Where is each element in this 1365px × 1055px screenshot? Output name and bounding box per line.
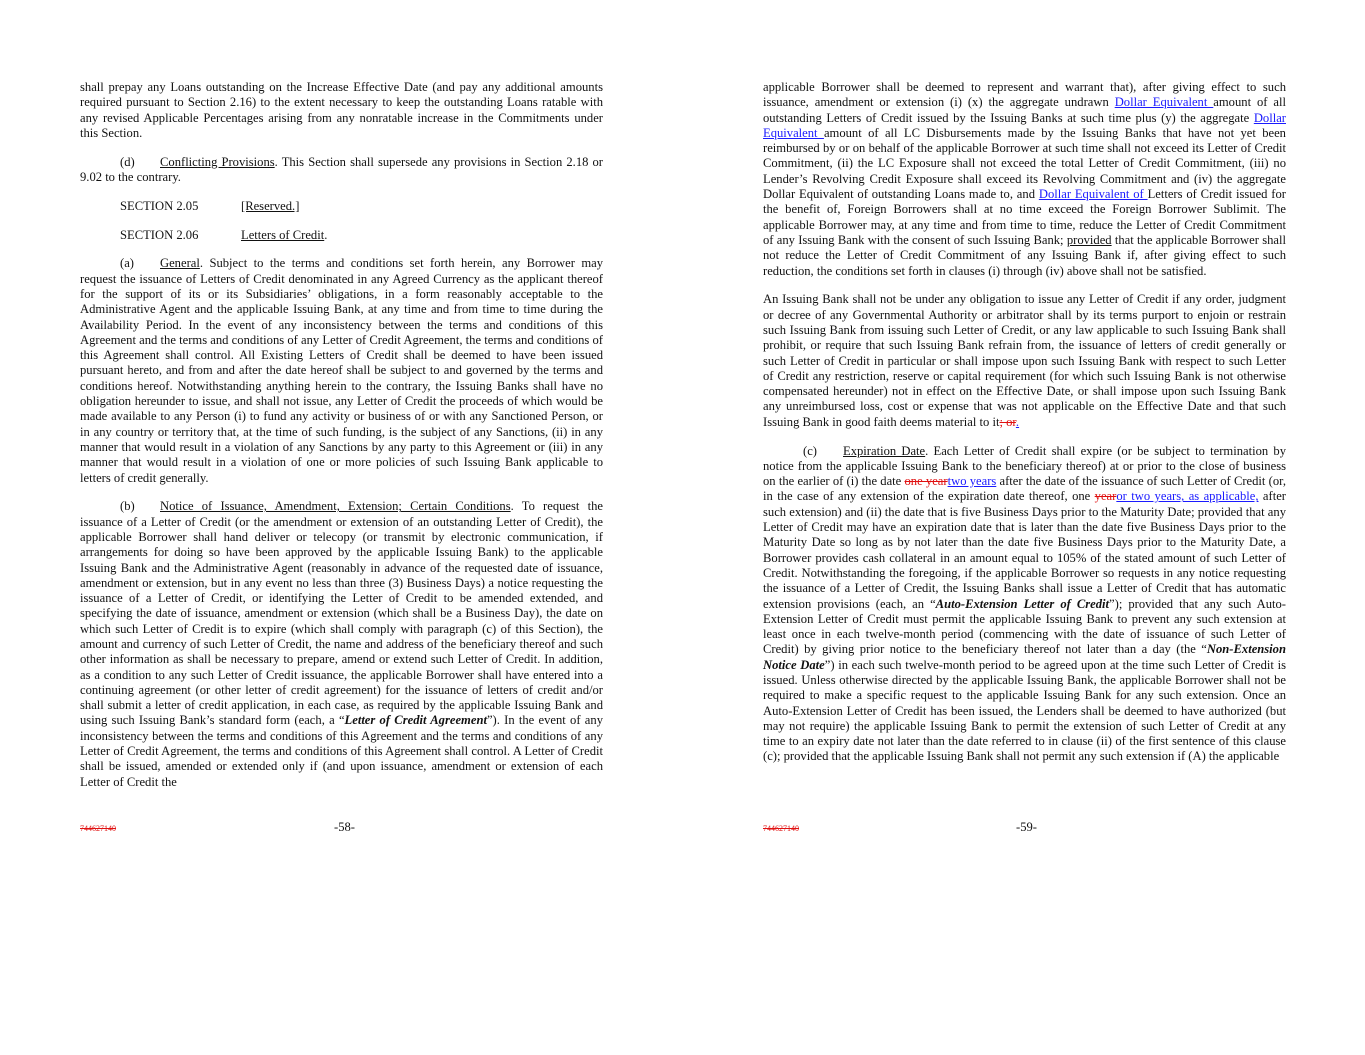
clause-heading: Notice of Issuance, Amendment, Extension; Certain Conditions xyxy=(160,499,511,514)
clause-label: (a) xyxy=(120,256,134,271)
footer-doc-id xyxy=(763,818,799,836)
section-title: Letters of Credit xyxy=(241,227,325,242)
inserted-text: two years xyxy=(947,474,997,489)
clause-heading: Conflicting Provisions xyxy=(160,154,275,169)
inserted-text: . xyxy=(1015,414,1020,429)
text-run: Letters of Credit issued for the benefit of, Foreign Borrowers shall at no time exceed the Foreign Borrower Sublimit. The applicable Borrower may, at any time and from time to time, reduce the Letter of Credit Commitment of any Issuing Bank with the consent of such Issuing Bank; xyxy=(763,187,1286,247)
deleted-text: ; or xyxy=(999,414,1016,429)
deleted-text: year xyxy=(1094,489,1117,504)
inserted-text: Dollar Equivalent of xyxy=(1038,187,1148,202)
section-title: [Reserved.] xyxy=(241,198,300,213)
page-number: -59- xyxy=(1016,820,1037,834)
text-run: that the applicable Borrower shall not reduce the Letter of Credit Commitment of any Issuing Bank if, after giving effect to such reduction, the conditions set forth in clauses (i) through (iv) above shall not be satisfied. xyxy=(763,232,1286,278)
text-run: . Each Letter of Credit shall expire (or be subject to termination by notice from the applicable Issuing Bank to the beneficiary thereof) at or prior to the close of business on the earlier of (i) the date xyxy=(763,443,1286,489)
doc-id: 744627140 xyxy=(80,824,116,833)
doc-id: 744627140 xyxy=(763,824,799,833)
page-58 xyxy=(80,80,603,803)
defined-term: Non-Extension Notice Date xyxy=(763,642,1286,672)
section-2-06 xyxy=(120,228,603,243)
page-59 xyxy=(763,80,1286,778)
clause-a xyxy=(80,256,603,485)
footer-page-number xyxy=(334,818,355,836)
section-number: SECTION 2.06 xyxy=(120,227,199,242)
section-title-end: . xyxy=(324,227,328,242)
text-run: after the date of the issuance of such Letter of Credit (or, in the case of any extension of the expiration date thereof, one xyxy=(763,474,1286,504)
text-run: An Issuing Bank shall not be under any obligation to issue any Letter of Credit if any order, judgment or decree of any Governmental Authority or arbitrator shall by its terms purport to enjoin or restrain such Issuing Bank from issuing such Letter of Credit, or any law applicable to such Issuing Bank shall prohibit, or require that such Issuing Bank refrain from, the issuance of letters of credit generally or such Letter of Credit in particular or shall impose upon such Issuing Bank with respect to such Letter of Credit any restriction, reserve or capital requirement (for which such Issuing Bank is not otherwise compensated hereunder) not in effect on the Effective Date, or shall impose upon such Issuing Bank any unreimbursed loss, cost or expense that was not applicable on the Effective Date and that such Issuing Bank in good faith deems material to it xyxy=(763,292,1286,429)
section-number: SECTION 2.05 xyxy=(120,198,199,213)
text-run: ”) in each such twelve-month period to be agreed upon at the time such Letter of Credit is issued. Unless otherwise directed by the applicable Issuing Bank, the applicable Borrower shall not be required to make a specific request to the applicable Issuing Bank for any such extension. Once an Auto-Extension Letter of Credit has been issued, the Lenders shall be deemed to have authorized (but may not require) the applicable Issuing Bank to permit the extension of such Letter of Credit at any time to an expiry date not later than the date referred to in clause (ii) of the first sentence of this clause (c); provided that the applicable Issuing Bank shall not permit any such extension if (A) the applicable xyxy=(763,657,1286,764)
defined-term: Letter of Credit Agreement xyxy=(344,713,487,728)
deleted-text: one year xyxy=(904,474,948,489)
clause-label: (d) xyxy=(120,154,135,169)
clause-c xyxy=(763,444,1286,765)
text-run: ”); provided that any such Auto-Extension Letter of Credit must permit the applicable Issuing Bank to prevent any such extension at least once in each twelve-month period (commencing with the date of issuance of such Letter of Credit) by giving prior notice to the beneficiary thereof not later than a day (the “ xyxy=(763,596,1286,657)
paragraph-intro: shall prepay any Loans outstanding on the Increase Effective Date (and pay any additional amounts required pursuant to Section 2.16) to the extent necessary to keep the outstanding Loans ratable with any revised Applicable Percentages arising from any nonratable increase in the Commitments under this Section. xyxy=(80,80,603,140)
text-run: after such extension) and (ii) the date that is five Business Days prior to the Maturity Date; provided that any Letter of Credit may have an expiration date that is later than the date five Business Days prior to the Maturity Date so long as by not later than the date five Business Days prior to the Maturity Date, a Borrower provides cash collateral in an amount equal to 105% of the stated amount of such Letter of Credit. Notwithstanding the foregoing, if the applicable Borrower so requests in any notice requesting the issuance of a Letter of Credit, the Issuing Banks shall issue a Letter of Credit that has automatic extension provisions (each, an “ xyxy=(763,489,1286,611)
paragraph-continued xyxy=(763,80,1286,279)
inserted-text: Dollar Equivalent xyxy=(1114,95,1214,110)
clause-text: . Subject to the terms and conditions set forth herein, any Borrower may request the issuance of Letters of Credit denominated in any Agreed Currency as the applicant thereof for the support of its or its Subsidiaries’ obligations, in a form reasonably acceptable to the Administrative Agent and the applicable Issuing Bank, at any time and from time to time during the Availability Period. In the event of any inconsistency between the terms and conditions of this Agreement and the terms and conditions of any Letter of Credit Agreement, the terms and conditions of this Agreement shall control. All Existing Letters of Credit shall be deemed to have been issued pursuant hereto, and from and after the date hereof shall be subject to and governed by the terms and conditions hereof. Notwithstanding anything herein to the contrary, the Issuing Banks shall have no obligation hereunder to issue, and shall not issue, any Letter of Credit the proceeds of which would be made available to any Person (i) to fund any activity or business of or with any Sanctioned Person, or in any country or territory that, at the time of such funding, is the subject of any Sanctions, (ii) in any manner that would result in a violation of any Sanctions by any party to this Agreement or (iii) in any manner that would result in a violation of one or more policies of such Issuing Bank applicable to letters of credit generally. xyxy=(80,256,603,485)
provided-term: provided xyxy=(1066,232,1112,247)
clause-d xyxy=(80,155,603,186)
clause-heading: Expiration Date xyxy=(843,443,926,458)
clause-b xyxy=(80,499,603,790)
clause-heading: General xyxy=(160,256,200,271)
clause-label: (b) xyxy=(120,499,135,514)
inserted-text: or two years, as applicable, xyxy=(1116,489,1259,504)
page-number: -58- xyxy=(334,820,355,834)
defined-term: Auto-Extension Letter of Credit xyxy=(935,596,1110,611)
clause-text: . To request the issuance of a Letter of Credit (or the amendment or extension of an outstanding Letter of Credit), the applicable Borrower shall hand deliver or telecopy (or transmit by electronic communication, if arrangements for doing so have been approved by the applicable Issuing Bank) to the applicable Issuing Bank and the Administrative Agent (reasonably in advance of the requested date of issuance, amendment or extension, but in any event no less than three (3) Business Days) a notice requesting the issuance of a Letter of Credit, or identifying the Letter of Credit to be amended extended, and specifying the date of issuance, amendment or extension (which shall be a Business Day), the date on which such Letter of Credit is to expire (which shall comply with paragraph (c) of this Section), the amount and currency of such Letter of Credit, the name and address of the beneficiary thereof and such other information as shall be necessary to prepare, amend or extend such Letter of Credit. In addition, as a condition to any such Letter of Credit issuance, the applicable Borrower shall have entered into a continuing agreement (or other letter of credit agreement) for the issuance of letters of credit and/or shall submit a letter of credit application, in each case, as required by the applicable Issuing Bank and using such Issuing Bank’s standard form (each, a “ xyxy=(80,499,603,728)
clause-label: (c) xyxy=(803,443,817,458)
text-run: amount of all LC Disbursements made by the Issuing Banks that have not yet been reimbursed by or on behalf of the applicable Borrower at such time shall not exceed its Letter of Credit Commitment, (ii) the LC Exposure shall not exceed the total Letter of Credit Commitment, (iii) no Lender’s Revolving Credit Exposure shall exceed its Revolving Commitment and (iv) the aggregate Dollar Equivalent of outstanding Loans made to, and xyxy=(763,125,1286,202)
footer-page-number xyxy=(1016,818,1037,836)
inserted-text: Dollar Equivalent xyxy=(763,110,1286,140)
clause-text-continued: ”). In the event of any inconsistency between the terms and conditions of this Agreement and the terms and conditions of any Letter of Credit Agreement, the terms and conditions of this Agreement shall control. A Letter of Credit shall be issued, amended or extended only if (and upon issuance, amendment or extension of each Letter of Credit the xyxy=(80,713,603,789)
text-run: amount of all outstanding Letters of Credit issued by the Issuing Banks at such time plus (y) the aggregate xyxy=(763,95,1287,125)
text-run: applicable Borrower shall be deemed to represent and warrant that), after giving effect to such issuance, amendment or extension (i) (x) the aggregate undrawn xyxy=(763,80,1286,110)
section-2-05 xyxy=(120,199,603,214)
clause-text: . This Section shall supersede any provisions in Section 2.18 or 9.02 to the contrary. xyxy=(80,154,604,184)
paragraph-issuing-bank xyxy=(763,292,1286,430)
footer-doc-id xyxy=(80,818,116,836)
